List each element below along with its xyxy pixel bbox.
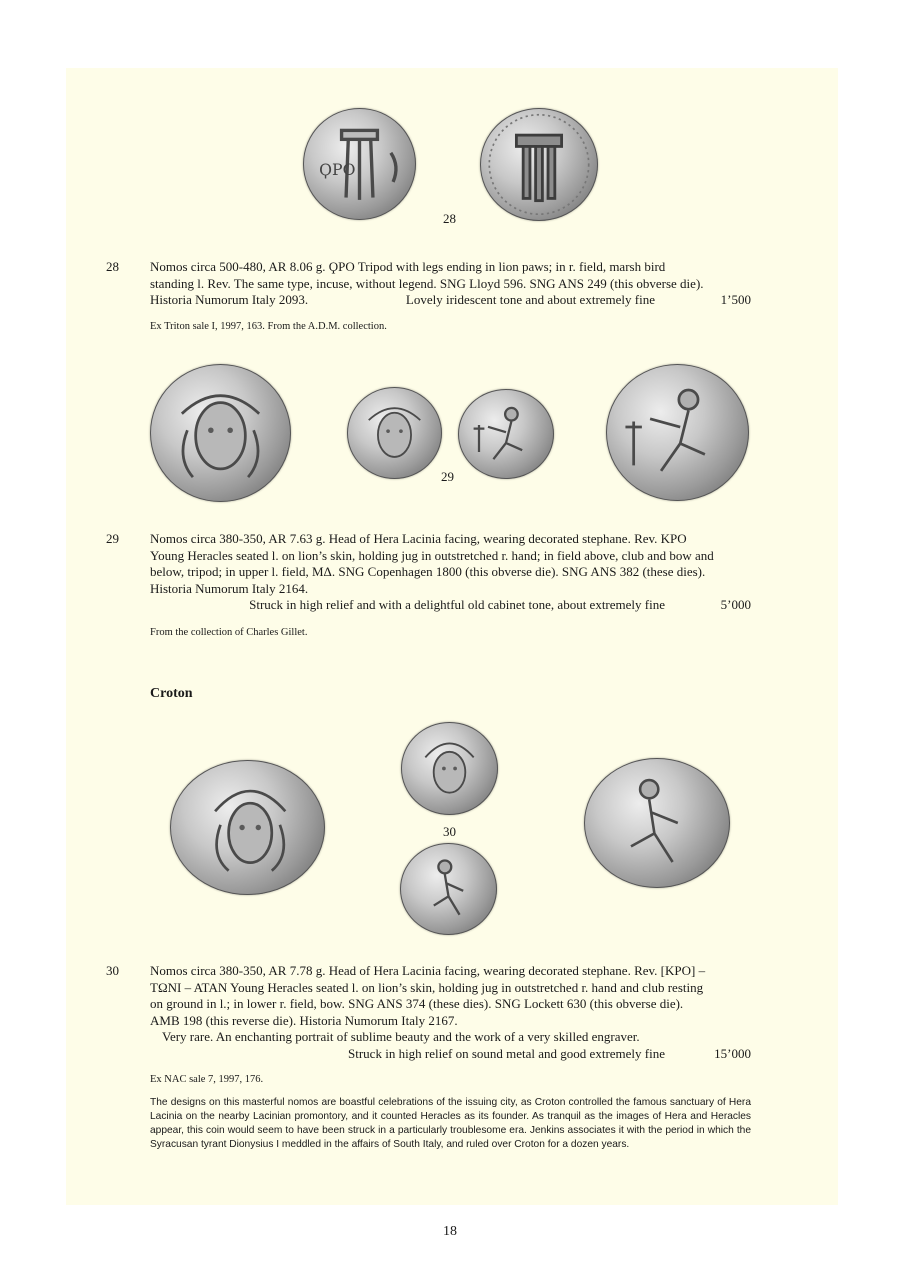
figure-label-29: 29 [441,469,454,484]
lot-28-price: 1’500 [720,292,751,307]
lot-29-price: 5’000 [720,597,751,612]
lot-number-30: 30 [106,963,119,978]
lot-29-description [150,531,751,614]
lot-28-provenance: Ex Triton sale I, 1997, 163. From the A.D.M. collection. [150,321,387,332]
lot-30-grade-line [150,1046,751,1063]
page-number: 18 [443,1224,457,1239]
figure-label-30: 30 [443,824,456,839]
lot-28-grade-line [150,292,751,309]
coin-28-obverse-image [303,108,416,220]
coin-30-obverse-image [401,722,498,815]
lot-29-line-2: Young Heracles seated l. on lion’s skin, holding jug in outstretched r. hand; in field above, club and bow and [150,547,714,563]
coin-29-obverse-image [347,387,442,479]
lot-30-rarity: Very rare. An enchanting portrait of sublime beauty and the work of a very skilled engraver. [162,1029,640,1044]
coin-28-reverse-image [480,108,598,221]
lot-30-note: The designs on this masterful nomos are boastful celebrations of the issuing city, as Croton controlled the famous sanctuary of Hera Lacinia on the nearby Lacinian promontory, and it counted Heracles as its founder. As tranquil as the images of Hera and Heracles appear, this coin would seem to have been struck in a particularly troublesome era. Jenkins associates it with the period in which the Syracusan tyrant Dionysius I meddled in the affairs of South Italy, and ruled over Croton for a dozen years. [150,1097,751,1150]
lot-29-grade: Struck in high relief and with a delightful old cabinet tone, about extremely fine [249,597,665,612]
coin-30-reverse-image [400,843,497,935]
lot-29-line-3: below, tripod; in upper l. field, MΔ. SNG Copenhagen 1800 (this obverse die). SNG ANS 382 (these dies). [150,564,706,579]
lot-30-provenance: Ex NAC sale 7, 1997, 176. [150,1074,264,1085]
svg-text:ϘΡΟ: ϘΡΟ [319,160,356,180]
lot-30-line-3: on ground in l.; in lower r. field, bow. SNG ANS 374 (these dies). SNG Lockett 630 (this obverse die). [150,996,684,1011]
lot-30-price: 15’000 [714,1045,751,1061]
lot-number-29: 29 [106,531,119,546]
lot-30-line-1: Nomos circa 380-350, AR 7.78 g. Head of Hera Lacinia facing, wearing decorated stephane. Rev. [KPO] – [150,963,706,978]
coin-29-reverse-enlarged-image [606,364,749,501]
lot-30-line-2: TΩNI – ATAN Young Heracles seated l. on lion’s skin, holding jug in outstretched r. hand and club resting [150,979,704,995]
lot-30-grade: Struck in high relief on sound metal and good extremely fine [348,1045,665,1061]
lot-28-line-2: standing l. Rev. The same type, incuse, without legend. SNG Lloyd 596. SNG ANS 249 (this obverse die). [150,275,704,291]
lot-30-line-4: AMB 198 (this reverse die). Historia Numorum Italy 2167. [150,1012,458,1028]
lot-30-description [150,963,751,1062]
lot-29-provenance: From the collection of Charles Gillet. [150,627,308,638]
lot-28-description [150,259,751,309]
lot-29-line-1: Nomos circa 380-350, AR 7.63 g. Head of Hera Lacinia facing, wearing decorated stephane. Rev. KPO [150,531,687,546]
lot-29-line-4: Historia Numorum Italy 2164. [150,580,309,596]
lot-29-grade-line [150,597,751,614]
section-heading: Croton [150,686,193,701]
coin-29-reverse-image [458,389,554,479]
coin-30-reverse-enlarged-image [584,758,730,888]
coin-30-obverse-enlarged-image [170,760,325,895]
lot-28-grade: Lovely iridescent tone and about extremely fine [405,292,655,307]
lot-28-last-line: Historia Numorum Italy 2093. [150,292,309,307]
coin-29-obverse-enlarged-image [150,364,291,502]
lot-28-line-1: Nomos circa 500-480, AR 8.06 g. ϘPO Tripod with legs ending in lion paws; in r. field, marsh bird [150,259,666,274]
lot-number-28: 28 [106,259,119,274]
figure-label-28: 28 [443,211,456,226]
